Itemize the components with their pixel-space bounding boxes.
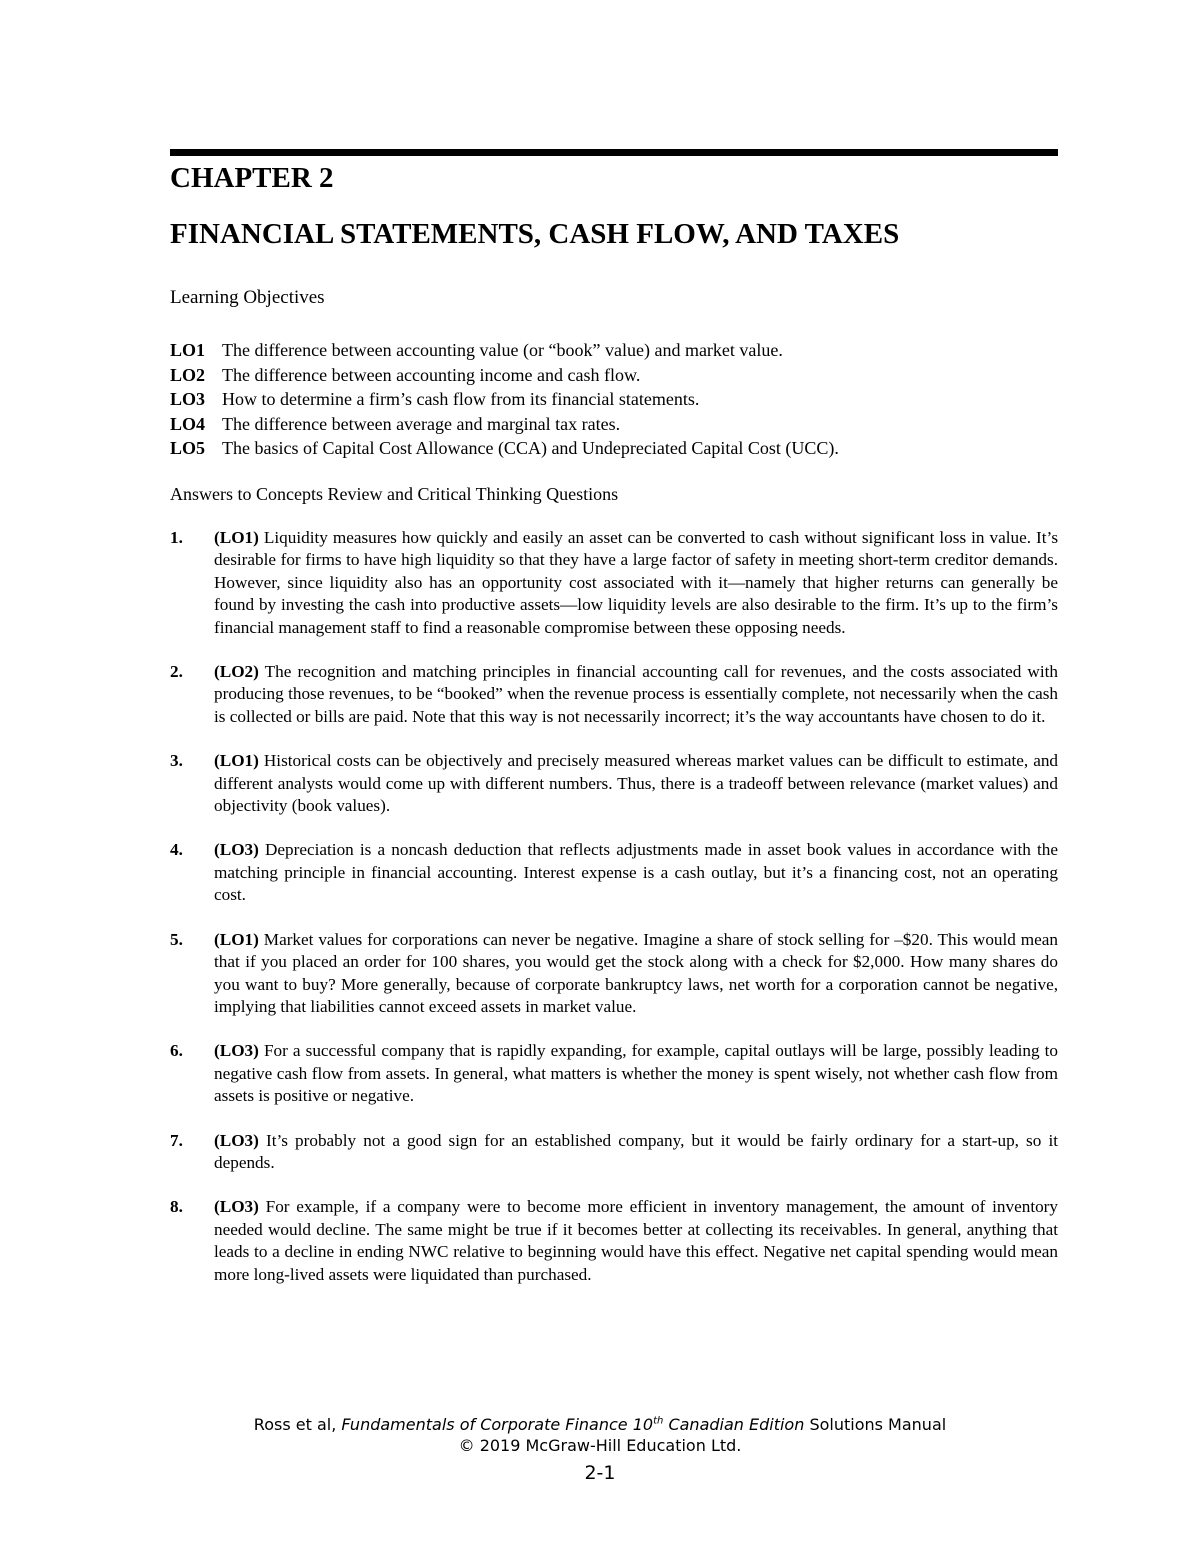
answer-text: Depreciation is a noncash deduction that reflects adjustments made in asset book values in accordance with the matching principle in financial accounting. Interest expense is a cash outlay, but it’s a financing cost, not an operating cost. (214, 840, 1059, 905)
learning-objective (170, 412, 1058, 437)
answer-item (170, 1130, 1058, 1175)
answer-text: For example, if a company were to become more efficient in inventory management, the amount of inventory needed would decline. The same might be true if it becomes better at collecting its receivables. In general, anything that leads to a decline in ending NWC relative to beginning would have this effect. Negative net capital spending would mean more long-lived assets were liquidated than purchased. (214, 1197, 1059, 1284)
answers-heading: Answers to Concepts Review and Critical Thinking Questions (170, 484, 619, 504)
footer-book-title-text: Fundamentals of Corporate Finance 10 (341, 1415, 654, 1434)
answer-text: Liquidity measures how quickly and easily an asset can be converted to cash without significant loss in value. It’s desirable for firms to have high liquidity so that they have a large factor of safety in meeting short-term creditor demands. However, since liquidity also has an opportunity cost associated with it—namely that higher returns can generally be found by investing the cash into productive assets—low liquidity levels are also desirable to the firm. It’s up to the firm’s financial management staff to find a reasonable compromise between these opposing needs. (214, 528, 1059, 637)
lo-text: The difference between average and marginal tax rates. (222, 413, 621, 434)
chapter-title: FINANCIAL STATEMENTS, CASH FLOW, AND TAXES (170, 218, 900, 250)
learning-objectives-list (170, 338, 1058, 461)
answer-text: The recognition and matching principles in financial accounting call for revenues, and the costs associated with producing those revenues, to be “booked” when the revenue process is essentially complete, not necessarily when the cash is collected or bills are paid. Note that this way is not necessarily incorrect; it’s the way accountants have chosen to do it. (214, 662, 1058, 726)
footer-edition: Canadian Edition (663, 1415, 805, 1434)
answers-list (170, 527, 1058, 1308)
answer-item (170, 750, 1058, 817)
answer-lo-tag: (LO2) (214, 662, 259, 682)
learning-objective (170, 387, 1058, 412)
footer-suffix: Solutions Manual (804, 1415, 947, 1434)
footer-citation (0, 1414, 1200, 1435)
lo-text: The basics of Capital Cost Allowance (CCA) and Undepreciated Capital Cost (UCC). (222, 438, 839, 459)
footer-superscript: th (653, 1415, 664, 1427)
lo-code: LO2 (170, 364, 206, 385)
answer-lo-tag: (LO3) (214, 1197, 259, 1217)
footer-copyright: © 2019 McGraw-Hill Education Ltd. (458, 1436, 742, 1455)
answer-number: 8. (170, 1197, 183, 1217)
answer-item (170, 527, 1058, 639)
answer-text: Market values for corporations can never be negative. Imagine a share of stock selling for –$20. This would mean that if you placed an order for 100 shares, you would get the stock along with a check for $2,000. How many shares do you want to buy? More generally, because of corporate bankruptcy laws, net worth for a corporation cannot be negative, implying that liabilities cannot exceed assets in market value. (214, 929, 1059, 1016)
answer-number: 2. (170, 662, 183, 682)
chapter-label: CHAPTER 2 (170, 162, 334, 194)
lo-code: LO5 (170, 438, 206, 459)
answer-number: 3. (170, 751, 183, 771)
lo-code: LO1 (170, 340, 206, 360)
answer-item (170, 839, 1058, 906)
learning-objective (170, 436, 1058, 461)
answer-lo-tag: (LO3) (214, 840, 259, 860)
footer-prefix: Ross et al, (253, 1415, 342, 1434)
answer-number: 6. (170, 1041, 183, 1061)
answer-text: Historical costs can be objectively and precisely measured whereas market values can be difficult to estimate, and different analysts would come up with different numbers. Thus, there is a tradeoff between relevance (market values) and objectivity (book values). (214, 751, 1059, 816)
learning-objectives-heading: Learning Objectives (170, 287, 325, 308)
answer-item (170, 661, 1058, 728)
answer-lo-tag: (LO1) (214, 929, 259, 949)
lo-code: LO3 (170, 389, 206, 410)
footer-book-title (341, 1415, 804, 1434)
lo-text: The difference between accounting value (or “book” value) and market value. (222, 340, 783, 360)
answer-lo-tag: (LO3) (214, 1130, 259, 1150)
answer-number: 5. (170, 929, 183, 949)
page-footer (0, 1414, 1200, 1456)
page-number: 2-1 (584, 1462, 616, 1484)
answer-item (170, 929, 1058, 1019)
answer-text: It’s probably not a good sign for an established company, but it would be fairly ordinary for a start-up, so it depends. (214, 1130, 1058, 1172)
lo-code: LO4 (170, 413, 206, 434)
answer-item (170, 1196, 1058, 1286)
answer-lo-tag: (LO3) (214, 1041, 259, 1061)
answer-number: 7. (170, 1130, 183, 1150)
lo-text: How to determine a firm’s cash flow from its financial statements. (222, 389, 700, 410)
answer-lo-tag: (LO1) (214, 528, 259, 547)
answer-number: 1. (170, 528, 183, 547)
top-rule (170, 149, 1058, 156)
answer-item (170, 1040, 1058, 1107)
learning-objective (170, 363, 1058, 388)
answer-number: 4. (170, 840, 183, 860)
learning-objective (170, 338, 1058, 363)
lo-text: The difference between accounting income and cash flow. (222, 364, 641, 385)
answer-text: For a successful company that is rapidly expanding, for example, capital outlays will be large, possibly leading to negative cash flow from assets. In general, what matters is whether the money is spent wisely, not whether cash flow from assets is positive or negative. (214, 1041, 1058, 1106)
answer-lo-tag: (LO1) (214, 751, 259, 771)
